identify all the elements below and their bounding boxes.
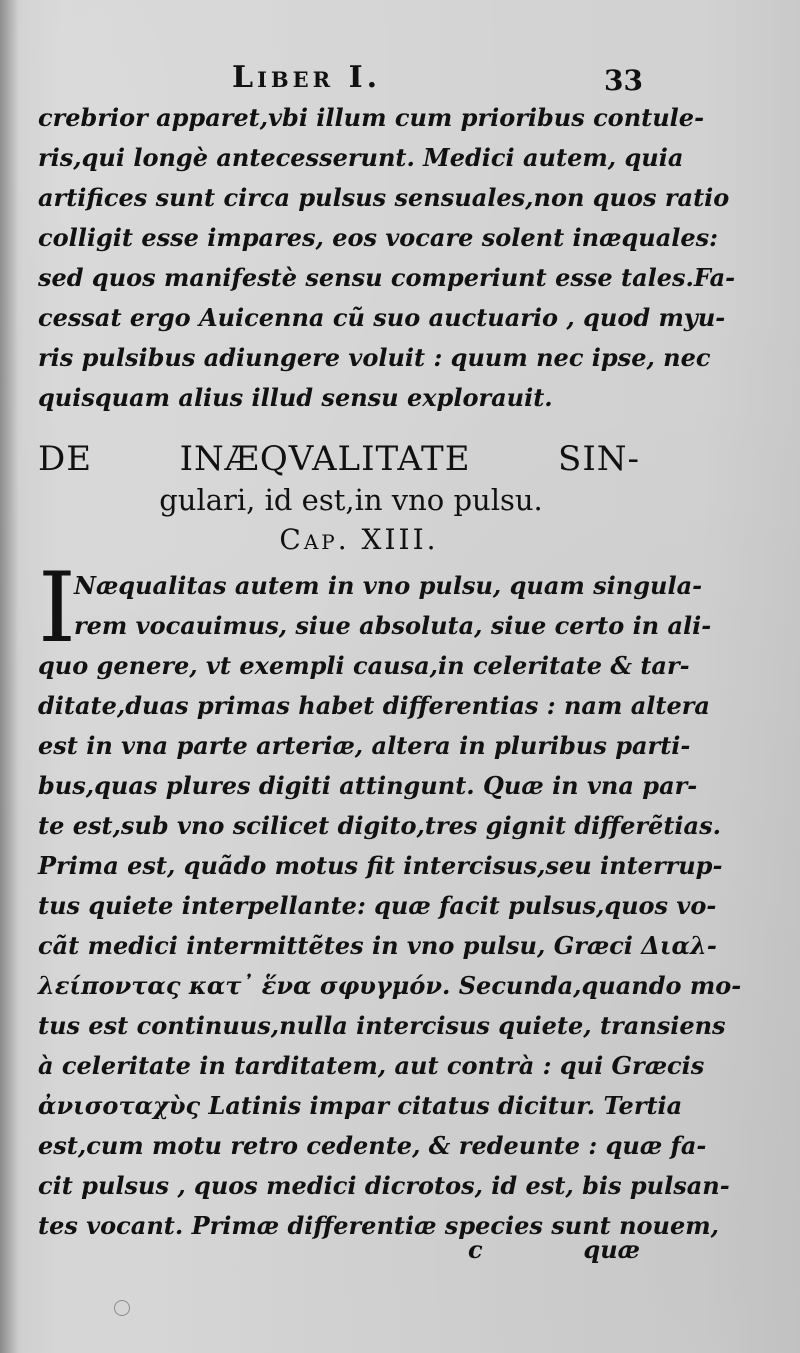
text-line: est,cum motu retro cedente, & redeunte : quæ fa- [38, 1131, 707, 1160]
text-line: quo genere, vt exempli causa,in celeritate & tar- [38, 651, 690, 680]
text-line: tes vocant. Primæ differentiæ species sunt nouem, [38, 1211, 720, 1240]
text-line: rem vocauimus, siue absoluta, siue certo in ali- [74, 611, 712, 640]
text-line: à celeritate in tarditatem, aut contrà : qui Græcis [38, 1051, 705, 1080]
text-line: Næqualitas autem in vno pulsu, quam singula- [74, 571, 703, 600]
chapter-number: Cap. XIII. [279, 523, 439, 556]
text-line: bus,quas plures digiti attingunt. Quæ in vna par- [38, 771, 698, 800]
text-line: ris pulsibus adiungere voluit : quum nec ipse, nec [38, 343, 711, 372]
gutter-shadow [0, 0, 18, 1353]
text-line: cãt medici intermittẽtes in vno pulsu, Græci Διαλ- [38, 931, 717, 960]
text-line: te est,sub vno scilicet digito,tres gignit differẽtias. [38, 811, 721, 840]
footer-line [38, 1230, 640, 1270]
text-line: est in vna parte arteriæ, altera in pluribus parti- [38, 731, 691, 760]
text-line: ditate,duas primas habet differentias : nam altera [38, 691, 710, 720]
running-head [0, 58, 800, 98]
heading-line-2: gulari, id est,in vno pulsu. [159, 483, 543, 517]
text-line: tus quiete interpellante: quæ facit pulsus,quos vo- [38, 891, 717, 920]
text-line: ris,qui longè antecesserunt. Medici autem, quia [38, 143, 684, 172]
text-line: quisquam alius illud sensu explorauit. [38, 383, 553, 412]
text-line: cessat ergo Auicenna cũ suo auctuario , quod myu- [38, 303, 726, 332]
paper-blemish [114, 1300, 130, 1316]
text-line: ἀνισοταχὺς Latinis impar citatus dicitur. Tertia [38, 1091, 683, 1120]
running-title: Liber I. [232, 60, 382, 95]
text-line: cit pulsus , quos medici dicrotos, id est, bis pulsan- [38, 1171, 730, 1200]
text-line: sed quos manifestè sensu comperiunt esse tales.Fa- [38, 263, 736, 292]
text-line: crebrior apparet,vbi illum cum prioribus contule- [38, 103, 705, 132]
text-line: Prima est, quãdo motus fit intercisus,seu interrup- [38, 851, 723, 880]
chapter-text [38, 552, 742, 1246]
text-line: λείποντας κατ᾽ ἕνα σφυγμόν. Secunda,quando mo- [38, 971, 742, 1000]
drop-cap-initial: I [38, 552, 76, 664]
page-number: 33 [604, 64, 643, 97]
catchword: quæ [583, 1235, 640, 1264]
text-line: tus est continuus,nulla intercisus quiete, transiens [38, 1011, 726, 1040]
text-line: artifices sunt circa pulsus sensuales,non quos ratio [38, 183, 730, 212]
heading-line-1: DE INÆQVALITATE SIN- [38, 439, 640, 479]
top-paragraph [38, 98, 736, 418]
signature-mark: c [468, 1235, 483, 1264]
text-line: colligit esse impares, eos vocare solent inæquales: [38, 223, 719, 252]
chapter-heading [38, 438, 640, 560]
